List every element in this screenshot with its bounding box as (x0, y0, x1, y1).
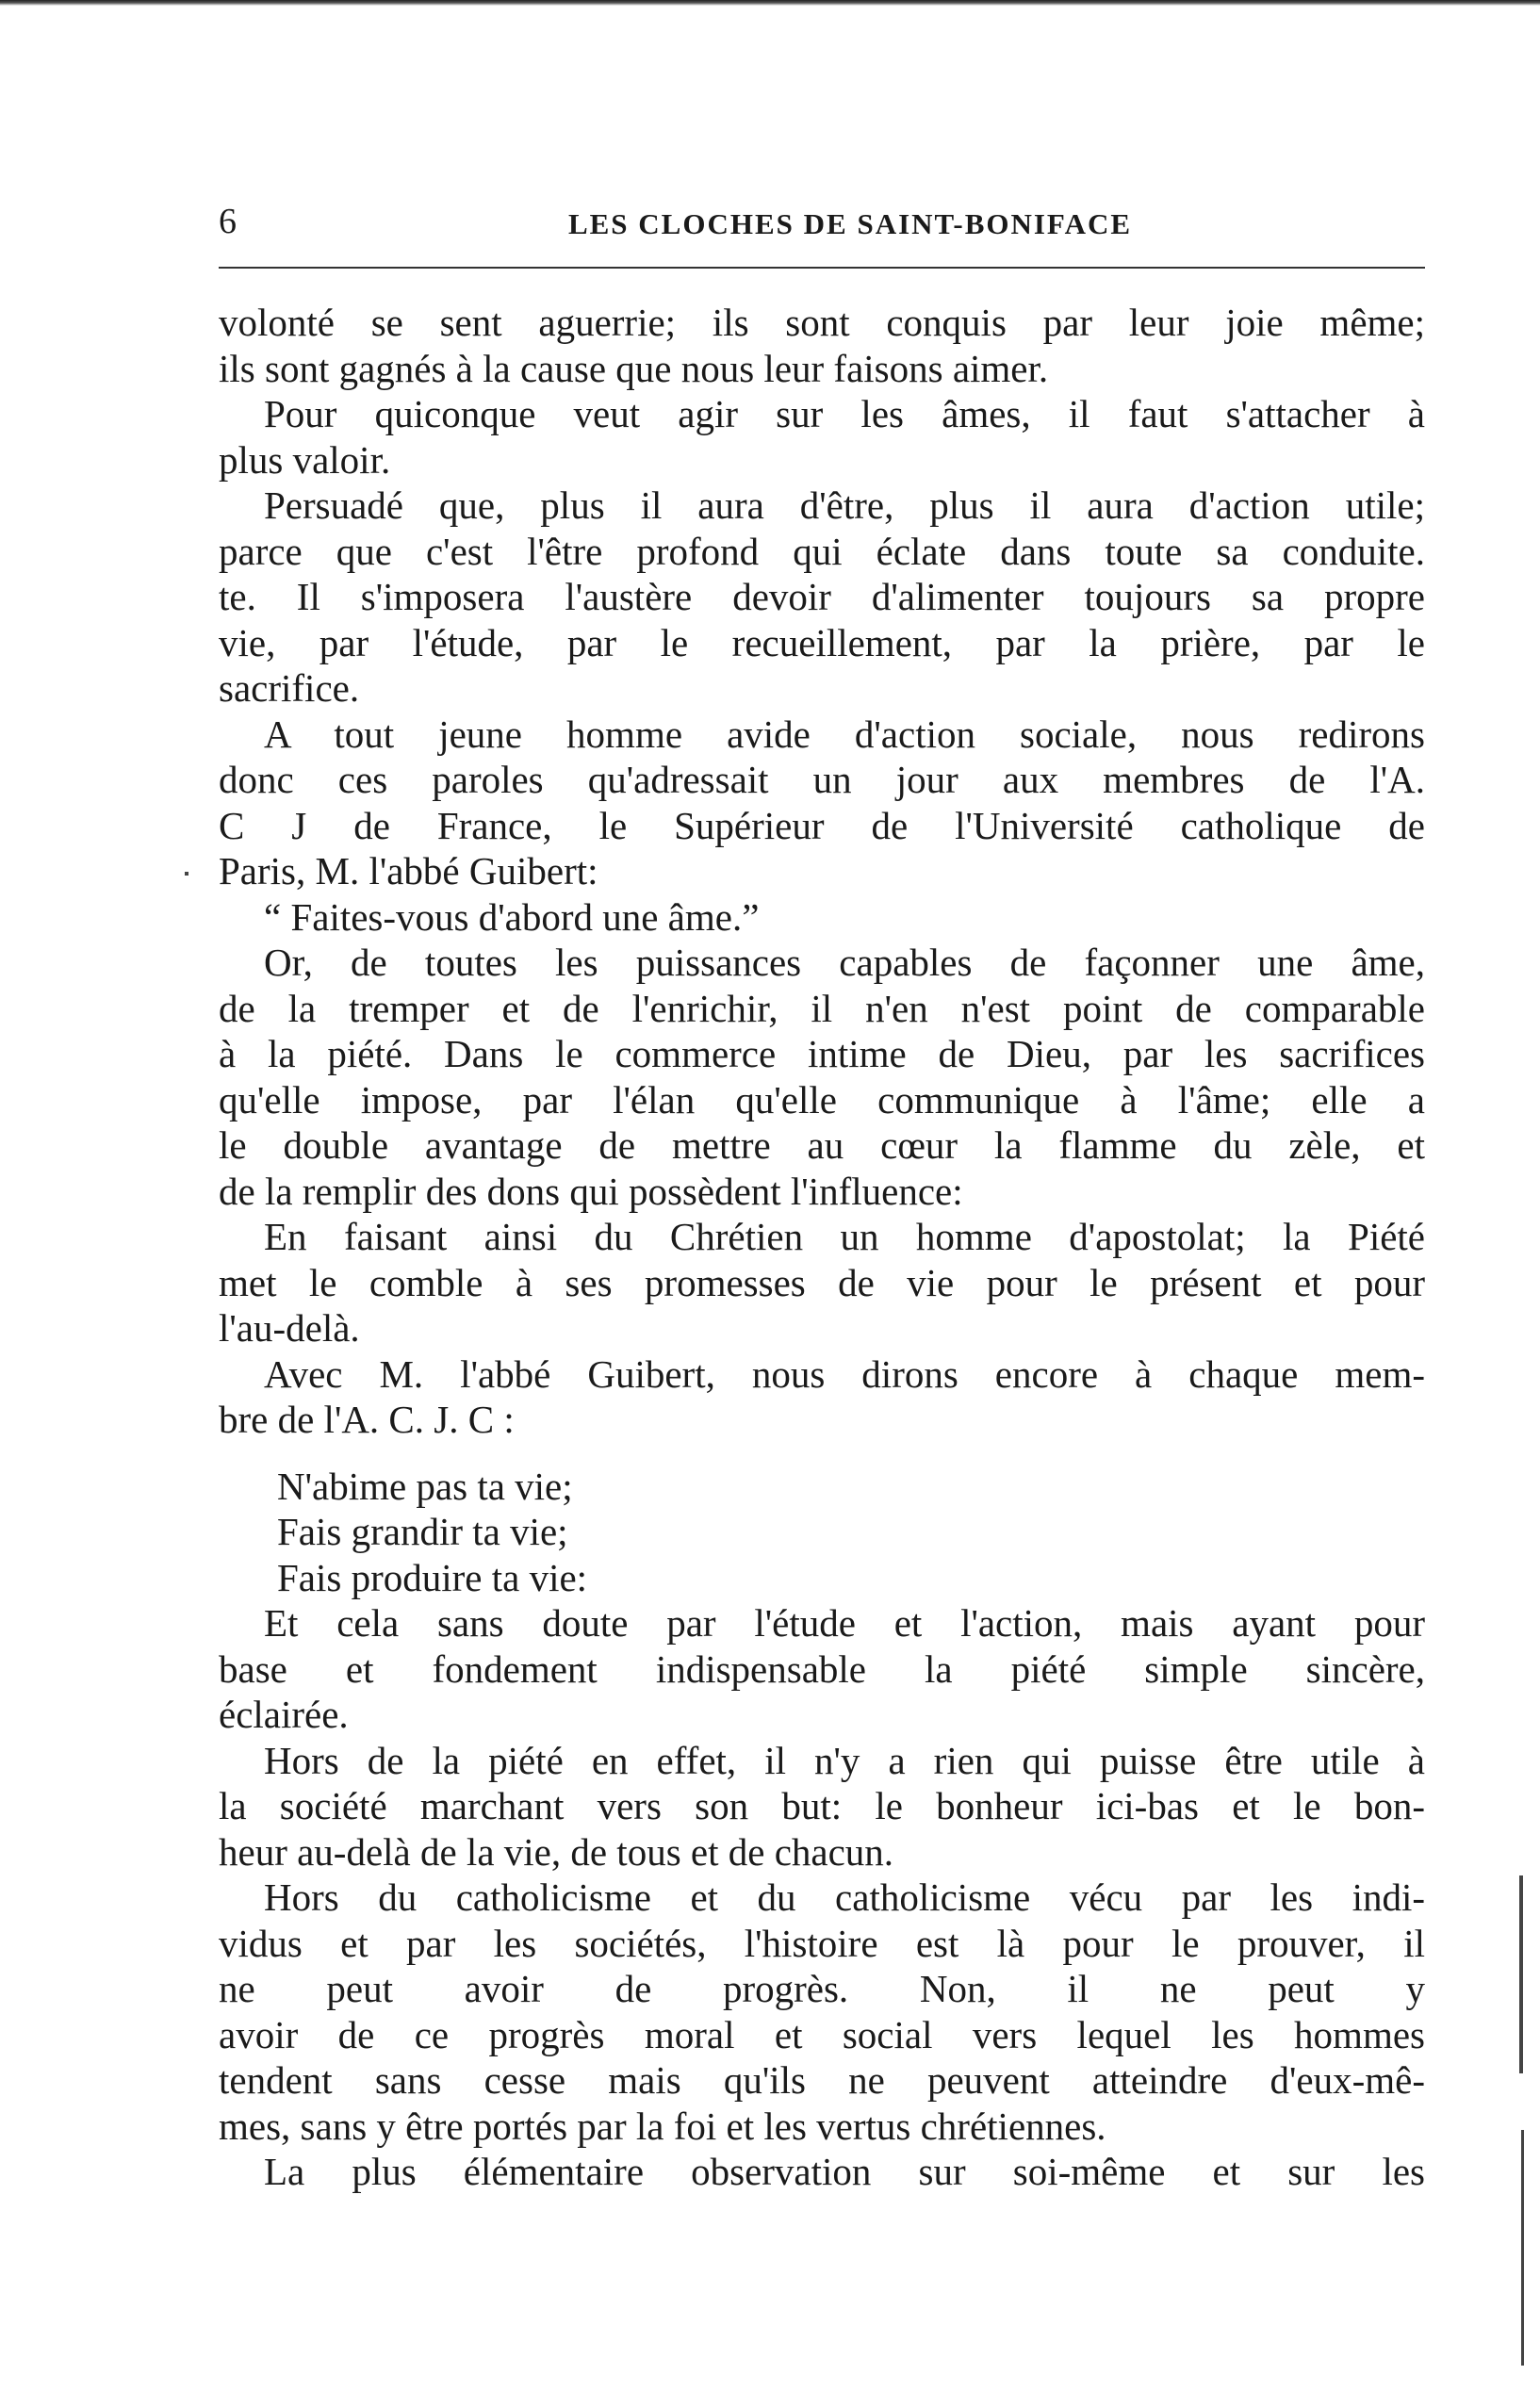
text-line: de la tremper et de l'enrichir, il n'en n'est point de comparable (219, 986, 1425, 1030)
text-line: Persuadé que, plus il aura d'être, plus il aura d'action utile; (264, 483, 1425, 527)
header-rule (219, 267, 1425, 269)
text-line: donc ces paroles qu'adressait un jour aux membres de l'A. (219, 758, 1425, 801)
text-line: ils sont gagnés à la cause que nous leur faisons aimer. (219, 346, 1049, 390)
text-line: La plus élémentaire observation sur soi-même et sur les (264, 2150, 1425, 2193)
text-line: Or, de toutes les puissances capables de façonner une âme, (264, 941, 1425, 984)
text-line: éclairée. (219, 1693, 349, 1736)
scan-speck (1521, 2130, 1524, 2366)
text-line: de la remplir des dons qui possèdent l'influence: (219, 1169, 963, 1213)
text-line: Avec M. l'abbé Guibert, nous dirons encore à chaque mem- (264, 1351, 1425, 1396)
page-header (219, 198, 1425, 254)
text-line: Paris, M. l'abbé Guibert: (219, 849, 598, 893)
text-line: l'au-delà. (219, 1306, 360, 1350)
stanza-gap (219, 1443, 1425, 1464)
text-line: Hors du catholicisme et du catholicisme vécu par les indi- (264, 1875, 1425, 1919)
page-number: 6 (219, 202, 237, 241)
text-line: Pour quiconque veut agir sur les âmes, il faut s'attacher à (264, 392, 1425, 435)
text-line: bre de l'A. C. J. C : (219, 1398, 515, 1441)
text-line: sacrifice. (219, 666, 360, 710)
text-line: vie, par l'étude, par le recueillement, par la prière, par le (219, 620, 1425, 664)
text-line: le double avantage de mettre au cœur la flamme du zèle, et (219, 1123, 1425, 1167)
text-line: base et fondement indispensable la piété simple sincère, (219, 1646, 1425, 1691)
text-line: volonté se sent aguerrie; ils sont conquis par leur joie même; (219, 301, 1425, 344)
text-line: te. Il s'imposera l'austère devoir d'alimenter toujours sa propre (219, 575, 1425, 618)
text-line: vidus et par les sociétés, l'histoire est là pour le prouver, il (219, 1921, 1425, 1965)
verse-line: N'abime pas ta vie; (277, 1464, 573, 1508)
text-line: Hors de la piété en effet, il n'y a rien qui puisse être utile à (264, 1738, 1425, 1782)
text-line: parce que c'est l'être profond qui éclate dans toute sa conduite. (219, 529, 1425, 573)
text-line: C J de France, le Supérieur de l'Université catholique de (219, 803, 1425, 847)
scan-speck (185, 872, 188, 876)
text-line: En faisant ainsi du Chrétien un homme d'apostolat; la Piété (264, 1215, 1425, 1258)
text-line: ne peut avoir de progrès. Non, il ne peut y (219, 1967, 1425, 2010)
body-text (219, 300, 1425, 2195)
text-line: tendent sans cesse mais qu'ils ne peuvent atteindre d'eux-mê- (219, 2058, 1425, 2102)
scan-speck (1519, 1875, 1523, 2073)
running-title: LES CLOCHES DE SAINT-BONIFACE (567, 207, 1133, 240)
text-line: avoir de ce progrès moral et social vers lequel les hommes (219, 2012, 1425, 2056)
text-line: heur au-delà de la vie, de tous et de chacun. (219, 1829, 894, 1874)
text-line: met le comble à ses promesses de vie pour le présent et pour (219, 1260, 1425, 1304)
top-scan-rule (0, 0, 1540, 6)
text-line: plus valoir. (219, 437, 391, 482)
text-line: A tout jeune homme avide d'action sociale, nous redirons (264, 712, 1425, 756)
quote-line: “ Faites-vous d'abord une âme.” (264, 894, 760, 939)
text-line: mes, sans y être portés par la foi et les vertus chrétiennes. (219, 2104, 1106, 2148)
text-line: la société marchant vers son but: le bonheur ici-bas et le bon- (219, 1784, 1425, 1827)
verse-line: Fais grandir ta vie; (277, 1510, 568, 1553)
text-line: Et cela sans doute par l'étude et l'action, mais ayant pour (264, 1601, 1425, 1645)
text-line: qu'elle impose, par l'élan qu'elle communique à l'âme; elle a (219, 1077, 1425, 1122)
verse-line: Fais produire ta vie: (277, 1555, 588, 1599)
text-line: à la piété. Dans le commerce intime de Dieu, par les sacrifices (219, 1032, 1425, 1075)
